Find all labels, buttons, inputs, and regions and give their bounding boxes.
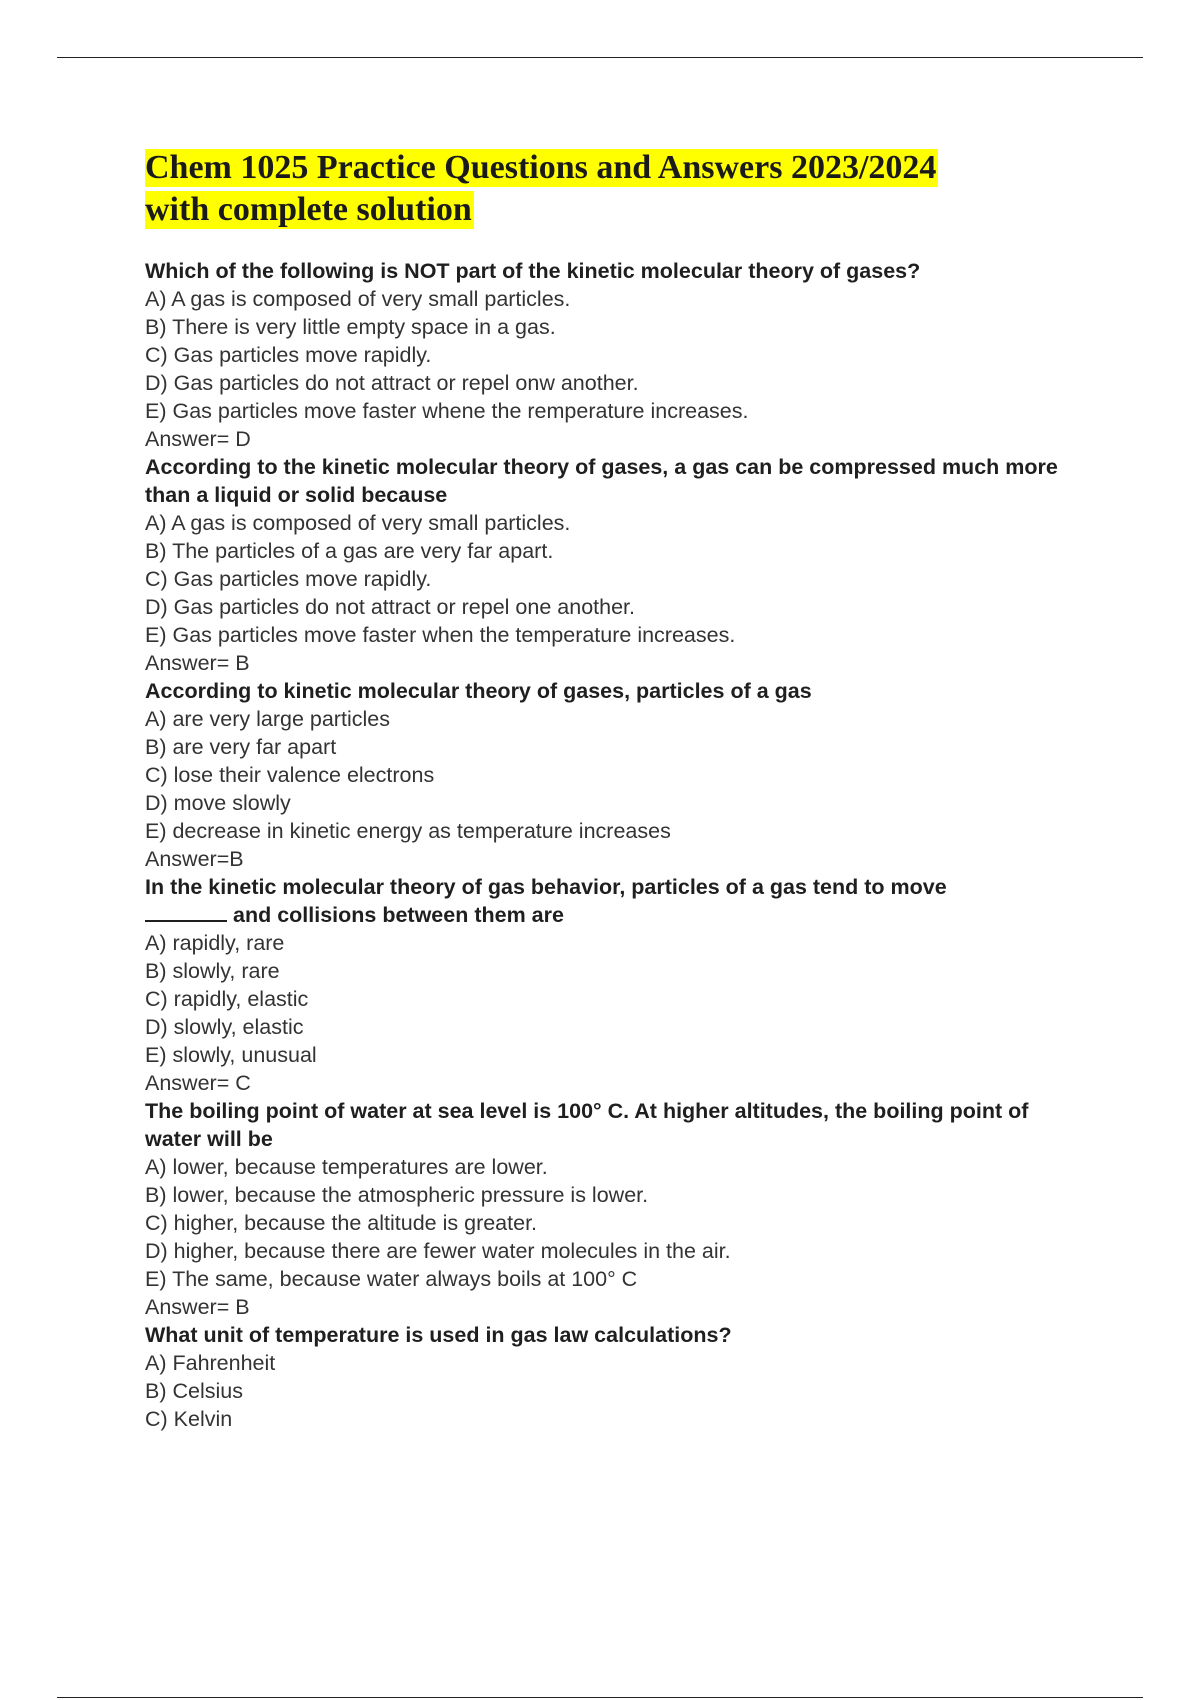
question-block-1	[145, 257, 1065, 453]
question-text-part-1: In the kinetic molecular theory of gas behavior, particles of a gas tend to move	[145, 875, 947, 899]
title-line-2: with complete solution	[145, 191, 472, 228]
question-block-4	[145, 873, 1065, 1097]
answer-text: Answer= D	[145, 427, 251, 451]
answer-text: Answer= B	[145, 651, 250, 675]
fill-in-blank	[145, 902, 227, 922]
option-a: A) rapidly, rare	[145, 931, 285, 955]
option-list	[145, 509, 1065, 649]
option-d: D) move slowly	[145, 791, 291, 815]
option-list	[145, 1349, 1065, 1433]
question-text: The boiling point of water at sea level is 100° C. At higher altitudes, the boiling point of water will be	[145, 1099, 1029, 1151]
option-a: A) A gas is composed of very small particles.	[145, 511, 571, 535]
question-text: Which of the following is NOT part of the kinetic molecular theory of gases?	[145, 259, 921, 283]
option-c: C) higher, because the altitude is greater.	[145, 1211, 538, 1235]
bottom-rule	[57, 1697, 1143, 1698]
answer-text: Answer= C	[145, 1071, 251, 1095]
option-d: D) slowly, elastic	[145, 1015, 304, 1039]
option-a: A) A gas is composed of very small particles.	[145, 287, 571, 311]
option-list	[145, 285, 1065, 425]
option-e: E) decrease in kinetic energy as temperature increases	[145, 819, 671, 843]
question-list	[145, 257, 1065, 1433]
option-list	[145, 929, 1065, 1069]
question-text: According to the kinetic molecular theory of gases, a gas can be compressed much more than a liquid or solid because	[145, 455, 1058, 507]
option-c: C) Kelvin	[145, 1407, 233, 1431]
option-list	[145, 705, 1065, 845]
option-b: B) lower, because the atmospheric pressure is lower.	[145, 1183, 649, 1207]
option-b: B) are very far apart	[145, 735, 337, 759]
question-block-6	[145, 1321, 1065, 1433]
option-e: E) The same, because water always boils at 100° C	[145, 1267, 638, 1291]
option-b: B) The particles of a gas are very far apart.	[145, 539, 554, 563]
option-b: B) There is very little empty space in a gas.	[145, 315, 556, 339]
option-a: A) are very large particles	[145, 707, 390, 731]
question-block-2	[145, 453, 1065, 677]
option-d: D) higher, because there are fewer water molecules in the air.	[145, 1239, 731, 1263]
option-d: D) Gas particles do not attract or repel one another.	[145, 595, 635, 619]
option-a: A) lower, because temperatures are lower.	[145, 1155, 548, 1179]
question-text: According to kinetic molecular theory of gases, particles of a gas	[145, 679, 812, 703]
option-c: C) Gas particles move rapidly.	[145, 343, 432, 367]
answer-text: Answer= B	[145, 1295, 250, 1319]
option-b: B) Celsius	[145, 1379, 243, 1403]
question-block-5	[145, 1097, 1065, 1321]
option-e: E) Gas particles move faster whene the remperature increases.	[145, 399, 749, 423]
option-e: E) Gas particles move faster when the temperature increases.	[145, 623, 736, 647]
option-c: C) rapidly, elastic	[145, 987, 309, 1011]
option-a: A) Fahrenheit	[145, 1351, 276, 1375]
option-e: E) slowly, unusual	[145, 1043, 317, 1067]
option-b: B) slowly, rare	[145, 959, 280, 983]
question-text: What unit of temperature is used in gas law calculations?	[145, 1323, 732, 1347]
option-d: D) Gas particles do not attract or repel onw another.	[145, 371, 639, 395]
question-text	[145, 873, 1065, 929]
document-title	[145, 147, 1045, 231]
title-line-1: Chem 1025 Practice Questions and Answers 2023/2024	[145, 149, 937, 186]
question-text-part-2: and collisions between them are	[233, 903, 564, 927]
option-c: C) lose their valence electrons	[145, 763, 435, 787]
top-rule	[57, 57, 1143, 58]
option-list	[145, 1153, 1065, 1293]
question-block-3	[145, 677, 1065, 873]
answer-text: Answer=B	[145, 847, 244, 871]
option-c: C) Gas particles move rapidly.	[145, 567, 432, 591]
